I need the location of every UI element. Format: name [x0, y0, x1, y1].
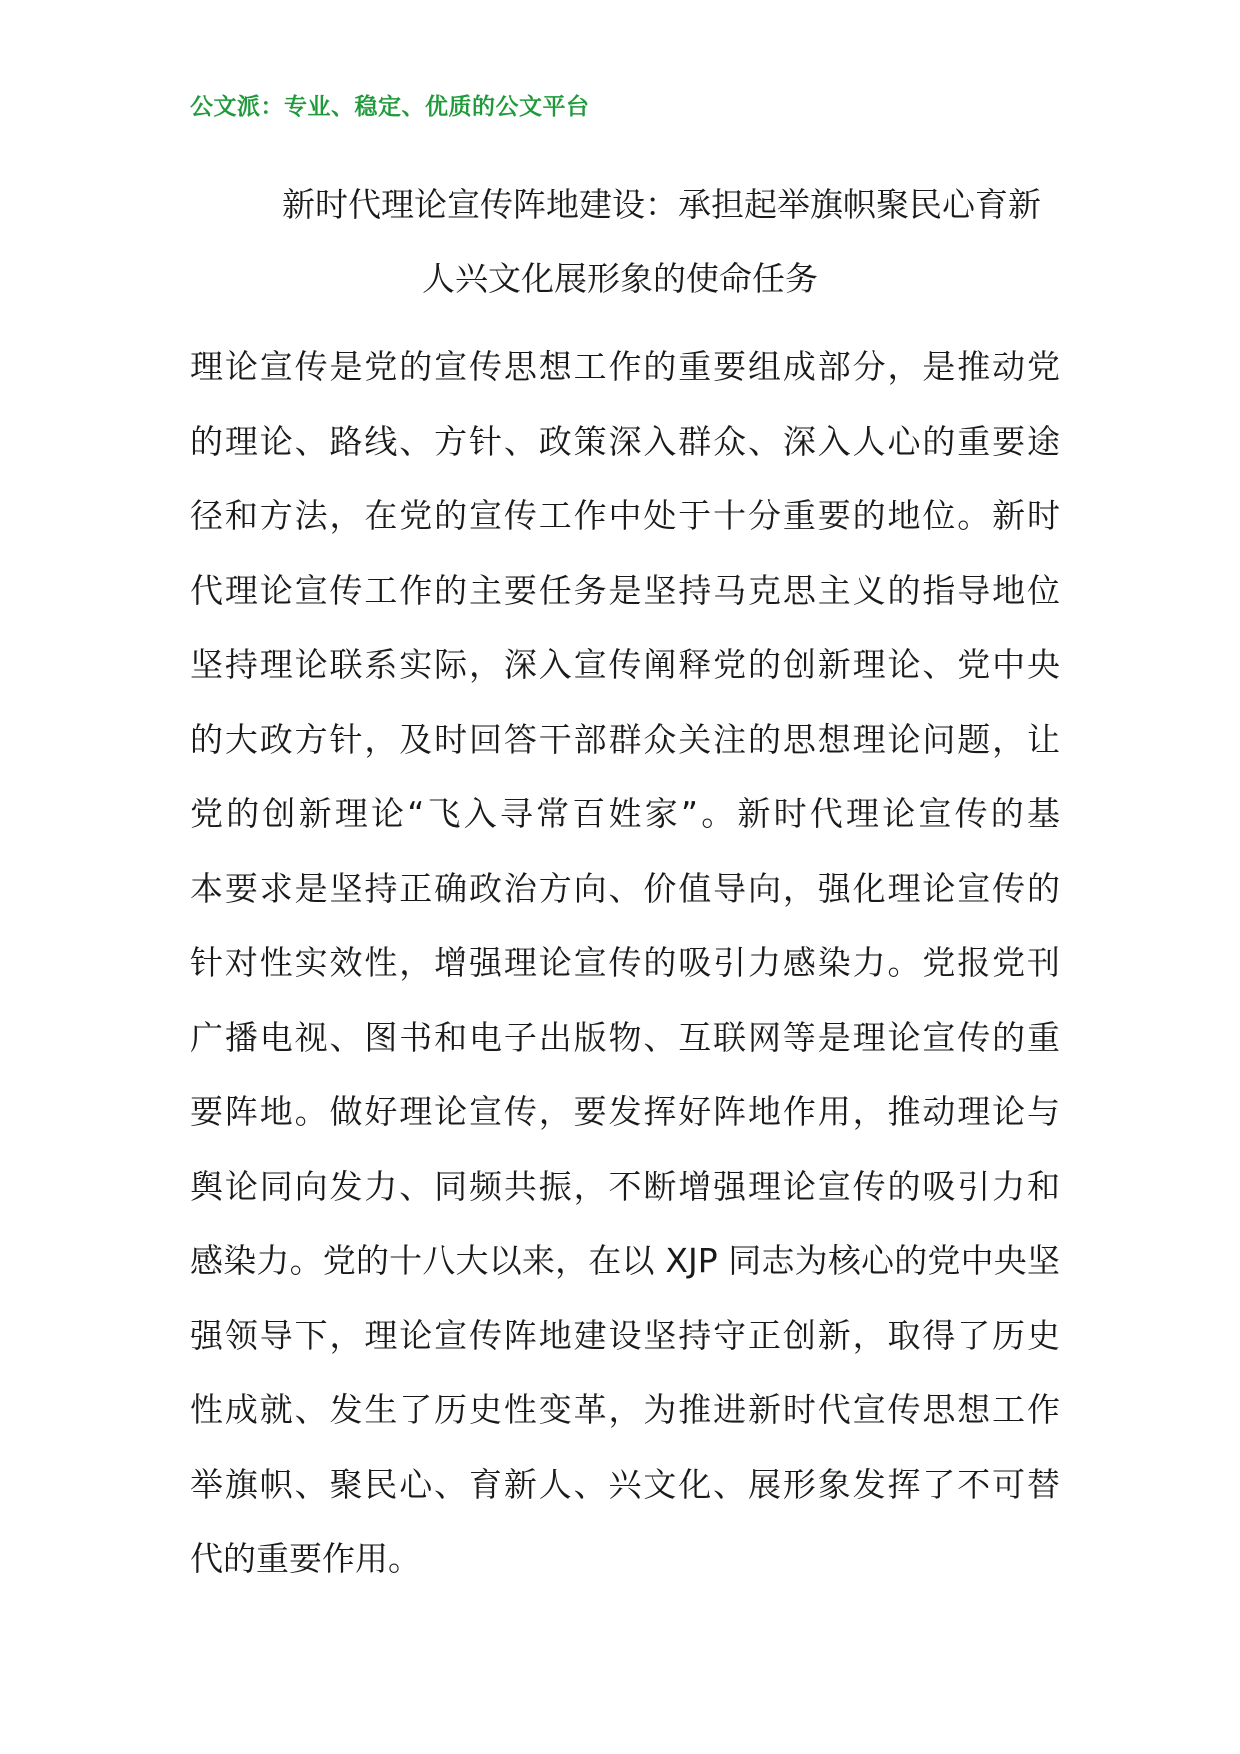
body-line: 要阵地。做好理论宣传，要发挥好阵地作用，推动理论与 — [190, 1092, 1060, 1131]
body-line: 广播电视、图书和电子出版物、互联网等是理论宣传的重 — [190, 1017, 1060, 1057]
title-line-2: 人兴文化展形象的使命任务 — [422, 259, 818, 298]
body-line: 舆论同向发力、同频共振，不断增强理论宣传的吸引力和 — [190, 1166, 1060, 1206]
document-body — [190, 330, 1060, 1597]
body-line: 针对性实效性，增强理论宣传的吸引力感染力。党报党刊 — [190, 943, 1060, 982]
body-line: 坚持理论联系实际，深入宣传阐释党的创新理论、党中央 — [190, 645, 1060, 684]
brand-header: 公文派：专业、稳定、优质的公文平台 — [190, 94, 590, 120]
body-line: 理论宣传是党的宣传思想工作的重要组成部分，是推动党 — [190, 347, 1060, 386]
body-line: 代的重要作用。 — [190, 1539, 421, 1578]
body-line: 的大政方针，及时回答干部群众关注的思想理论问题，让 — [190, 719, 1060, 759]
body-line: 本要求是坚持正确政治方向、价值导向，强化理论宣传的 — [190, 868, 1060, 908]
body-line: 举旗帜、聚民心、育新人、兴文化、展形象发挥了不可替 — [190, 1464, 1060, 1504]
body-line: 径和方法，在党的宣传工作中处于十分重要的地位。新时 — [190, 496, 1060, 535]
body-line: 强领导下，理论宣传阵地建设坚持守正创新，取得了历史 — [190, 1315, 1060, 1355]
body-line: 党的创新理论“飞入寻常百姓家”。新时代理论宣传的基 — [190, 794, 1060, 833]
body-line: 代理论宣传工作的主要任务是坚持马克思主义的指导地位 — [190, 570, 1060, 610]
document-title — [190, 168, 1050, 316]
body-line: 感染力。党的十八大以来，在以 XJP 同志为核心的党中央坚 — [190, 1241, 1060, 1280]
title-line-1: 新时代理论宣传阵地建设：承担起举旗帜聚民心育新 — [282, 185, 1041, 224]
body-line: 的理论、路线、方针、政策深入群众、深入人心的重要途 — [190, 421, 1060, 461]
body-line: 性成就、发生了历史性变革，为推进新时代宣传思想工作 — [190, 1390, 1060, 1429]
